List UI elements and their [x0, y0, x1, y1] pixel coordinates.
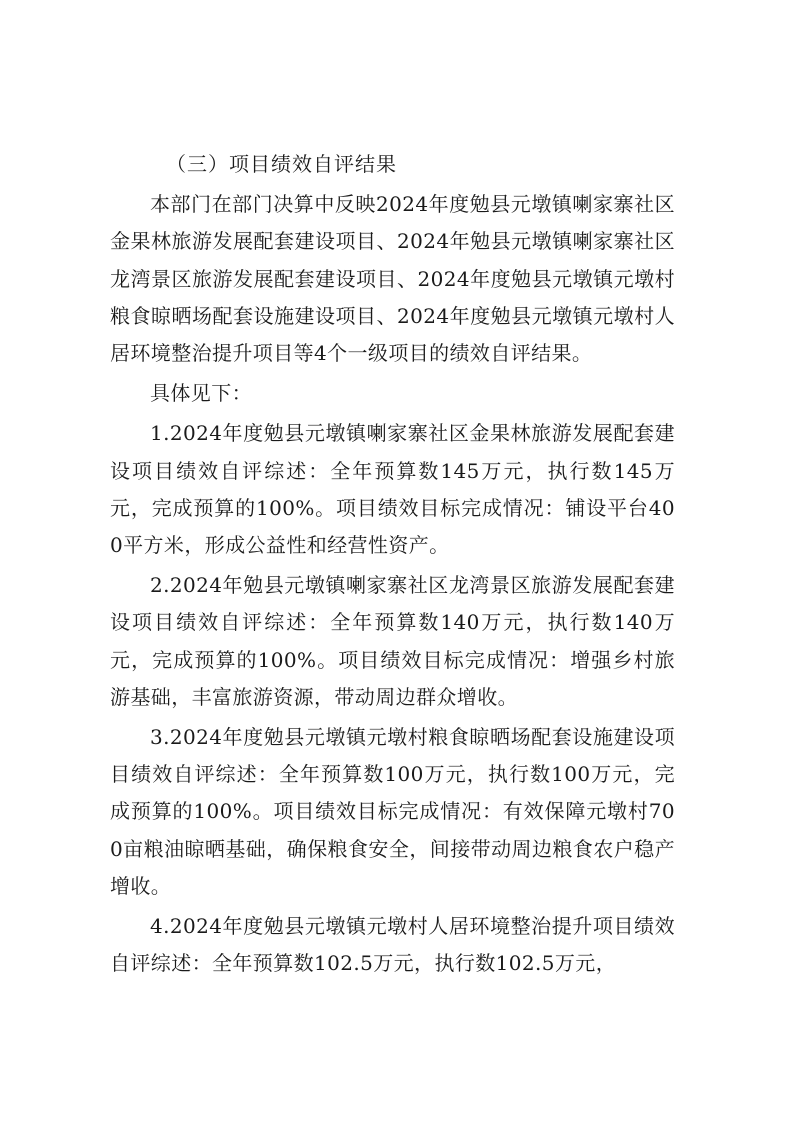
- section-heading: （三）项目绩效自评结果: [166, 152, 397, 176]
- item-3-paragraph: 3.2024年度勉县元墩镇元墩村粮食晾晒场配套设施建设项目绩效自评综述：全年预算数100万元，执行数100万元，完成预算的100%。项目绩效目标完成情况：有效保障元墩村700亩粮油晾晒基础，确保粮食安全，间接带动周边粮食农户稳产增收。: [110, 725, 675, 898]
- item-1-paragraph: 1.2024年度勉县元墩镇喇家寨社区金果林旅游发展配套建设项目绩效自评综述：全年预算数145万元，执行数145万元，完成预算的100%。项目绩效目标完成情况：铺设平台400平方米，形成公益性和经营性资产。: [110, 421, 675, 558]
- document-body: [110, 146, 675, 982]
- intro-paragraph: 本部门在部门决算中反映2024年度勉县元墩镇喇家寨社区金果林旅游发展配套建设项目、2024年勉县元墩镇喇家寨社区龙湾景区旅游发展配套建设项目、2024年度勉县元墩镇元墩村粮食晾晒场配套设施建设项目、2024年度勉县元墩镇元墩村人居环境整治提升项目等4个一级项目的绩效自评结果。: [110, 192, 675, 366]
- item-4-paragraph: 4.2024年度勉县元墩镇元墩村人居环境整治提升项目绩效自评综述：全年预算数102.5万元，执行数102.5万元，: [110, 914, 675, 976]
- item-2-paragraph: 2.2024年勉县元墩镇喇家寨社区龙湾景区旅游发展配套建设项目绩效自评综述：全年预算数140万元，执行数140万元，完成预算的100%。项目绩效目标完成情况：增强乡村旅游基础，丰富旅游资源，带动周边群众增收。: [110, 573, 675, 709]
- see-below-paragraph: 具体见下：: [150, 381, 252, 406]
